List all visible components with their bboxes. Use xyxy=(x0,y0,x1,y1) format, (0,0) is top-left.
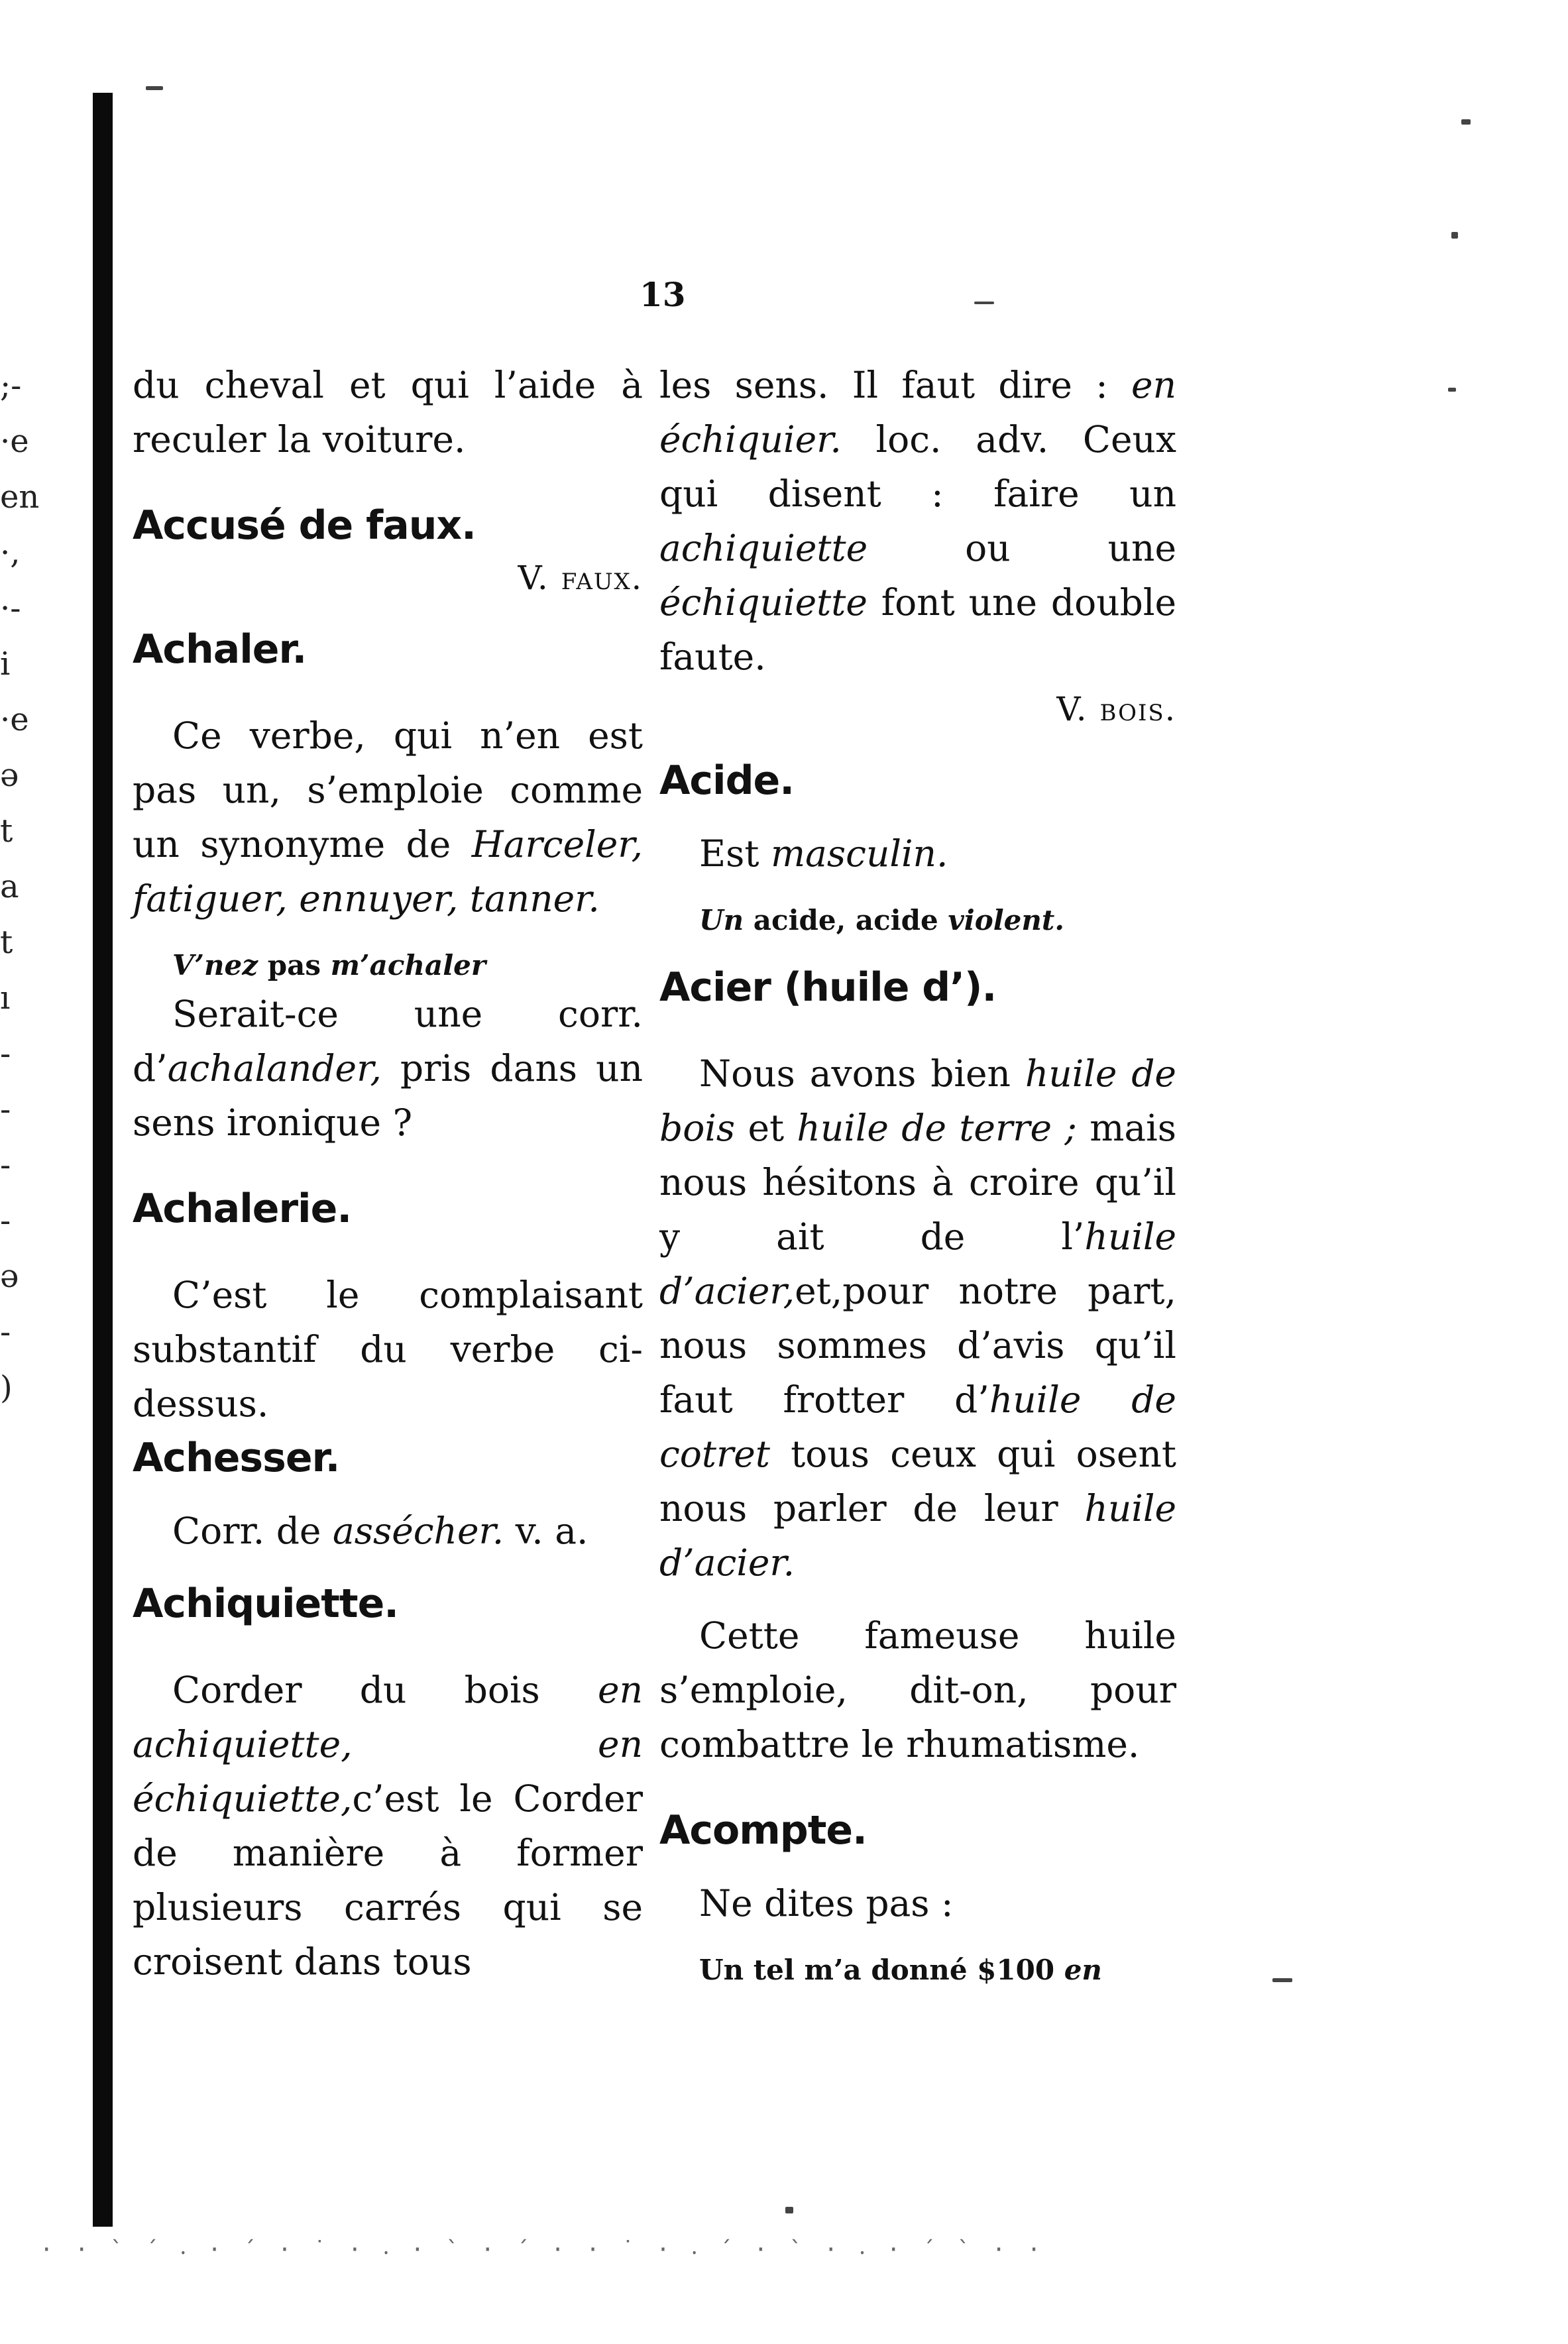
edge-letter: a xyxy=(0,868,19,905)
paragraph-achesser: Corr. de assécher. v. a. xyxy=(172,1510,588,1552)
edge-letter: en xyxy=(0,478,40,516)
paragraph-echiquier: les sens. Il faut dire : en échiquier. loc. adv. Ceux qui disent : faire un achiquiette ou une échiquiette font une double faute. xyxy=(659,364,1176,678)
edge-letter: ;- xyxy=(0,367,22,404)
edge-letter: ǝ xyxy=(0,757,19,794)
example-achaler: V’nez pas m’achaler xyxy=(172,949,486,981)
binding-shadow xyxy=(93,93,113,2227)
edge-letter: ) xyxy=(0,1369,13,1406)
edge-letter: - xyxy=(0,1313,11,1351)
cross-reference-bois: V. bois. xyxy=(1056,690,1176,728)
paragraph-achalerie: C’est le complaisant substantif du verbe ci-dessus. xyxy=(133,1274,643,1425)
entry-heading-achalerie: Achalerie. xyxy=(133,1186,352,1232)
edge-letter: ·e xyxy=(0,701,29,738)
edge-letter: ·e xyxy=(0,423,29,460)
right-column xyxy=(659,358,1176,1991)
entry-heading-acompte: Acompte. xyxy=(659,1807,867,1854)
paragraph-acide: Est masculin. xyxy=(699,832,948,875)
edge-letter: - xyxy=(0,1091,11,1128)
entry-heading-achesser: Achesser. xyxy=(133,1435,340,1481)
entry-heading-accuse: Accusé de faux. xyxy=(133,502,476,549)
entry-heading-achiquiette: Achiquiette. xyxy=(133,1581,399,1627)
paragraph-achiquiette: Corder du bois en achiquiette, en échiquiette,c’est le Corder de manière à former plusieurs carrés qui se croisent dans tous xyxy=(133,1669,643,1983)
scan-speck xyxy=(1451,232,1458,239)
edge-letter: ·- xyxy=(0,590,21,627)
example-acompte: Un tel m’a donné $100 en xyxy=(699,1954,1102,1986)
scan-speck xyxy=(1272,1978,1292,1982)
edge-letter: - xyxy=(0,1202,11,1239)
entry-heading-acide: Acide. xyxy=(659,757,795,804)
edge-letter: ǝ xyxy=(0,1258,19,1295)
edge-letter: ı xyxy=(0,979,11,1017)
edge-letter: - xyxy=(0,1146,11,1184)
adjacent-page-edge xyxy=(0,358,40,1416)
scan-speck xyxy=(146,86,163,90)
page-number: 13 xyxy=(640,275,686,314)
paragraph-rhumatisme: Cette fameuse huile s’emploie, dit-on, pour combattre le rhumatisme. xyxy=(659,1614,1176,1765)
paragraph-acompte: Ne dites pas : xyxy=(699,1882,954,1925)
edge-letter: t xyxy=(0,924,13,961)
left-column xyxy=(133,358,643,1989)
cross-reference-faux: V. faux. xyxy=(518,559,643,597)
entry-heading-achaler: Achaler. xyxy=(133,626,307,673)
scan-speck xyxy=(1461,119,1471,125)
scan-speck xyxy=(1448,388,1456,392)
scan-speck xyxy=(974,302,994,304)
example-acide: Un acide, acide violent. xyxy=(699,904,1064,936)
paragraph-cheval: du cheval et qui l’aide à reculer la voiture. xyxy=(133,364,643,461)
edge-letter: ·, xyxy=(0,534,21,571)
paragraph-acier: Nous avons bien huile de bois et huile de terre ; mais nous hésitons à croire qu’il y ait de l’huile d’acier,et,pour notre part, nous sommes d’avis qu’il faut frotter d’huile de cotret tous ceux qui osent nous parler de leur huile d’acier. xyxy=(659,1052,1176,1584)
bottom-scan-noise: · · ` ´ ⸳ · ´ · ˙ · ⸳ · ` · ´ · · ˙ · ⸳ ´ · ` · ⸳ · ´ ` · · xyxy=(40,2237,1045,2260)
paragraph-achaler-etymology: Serait-ce une corr. d’achalander, pris dans un sens ironique ? xyxy=(133,993,643,1144)
scan-speck xyxy=(785,2207,793,2213)
edge-letter: i xyxy=(0,645,11,683)
paragraph-achaler-definition: Ce verbe, qui n’en est pas un, s’emploie comme un synonyme de Harceler, fatiguer, ennuyer, tanner. xyxy=(133,714,643,920)
edge-letter: - xyxy=(0,1035,11,1072)
entry-heading-acier: Acier (huile d’). xyxy=(659,964,997,1011)
edge-letter: t xyxy=(0,812,13,850)
